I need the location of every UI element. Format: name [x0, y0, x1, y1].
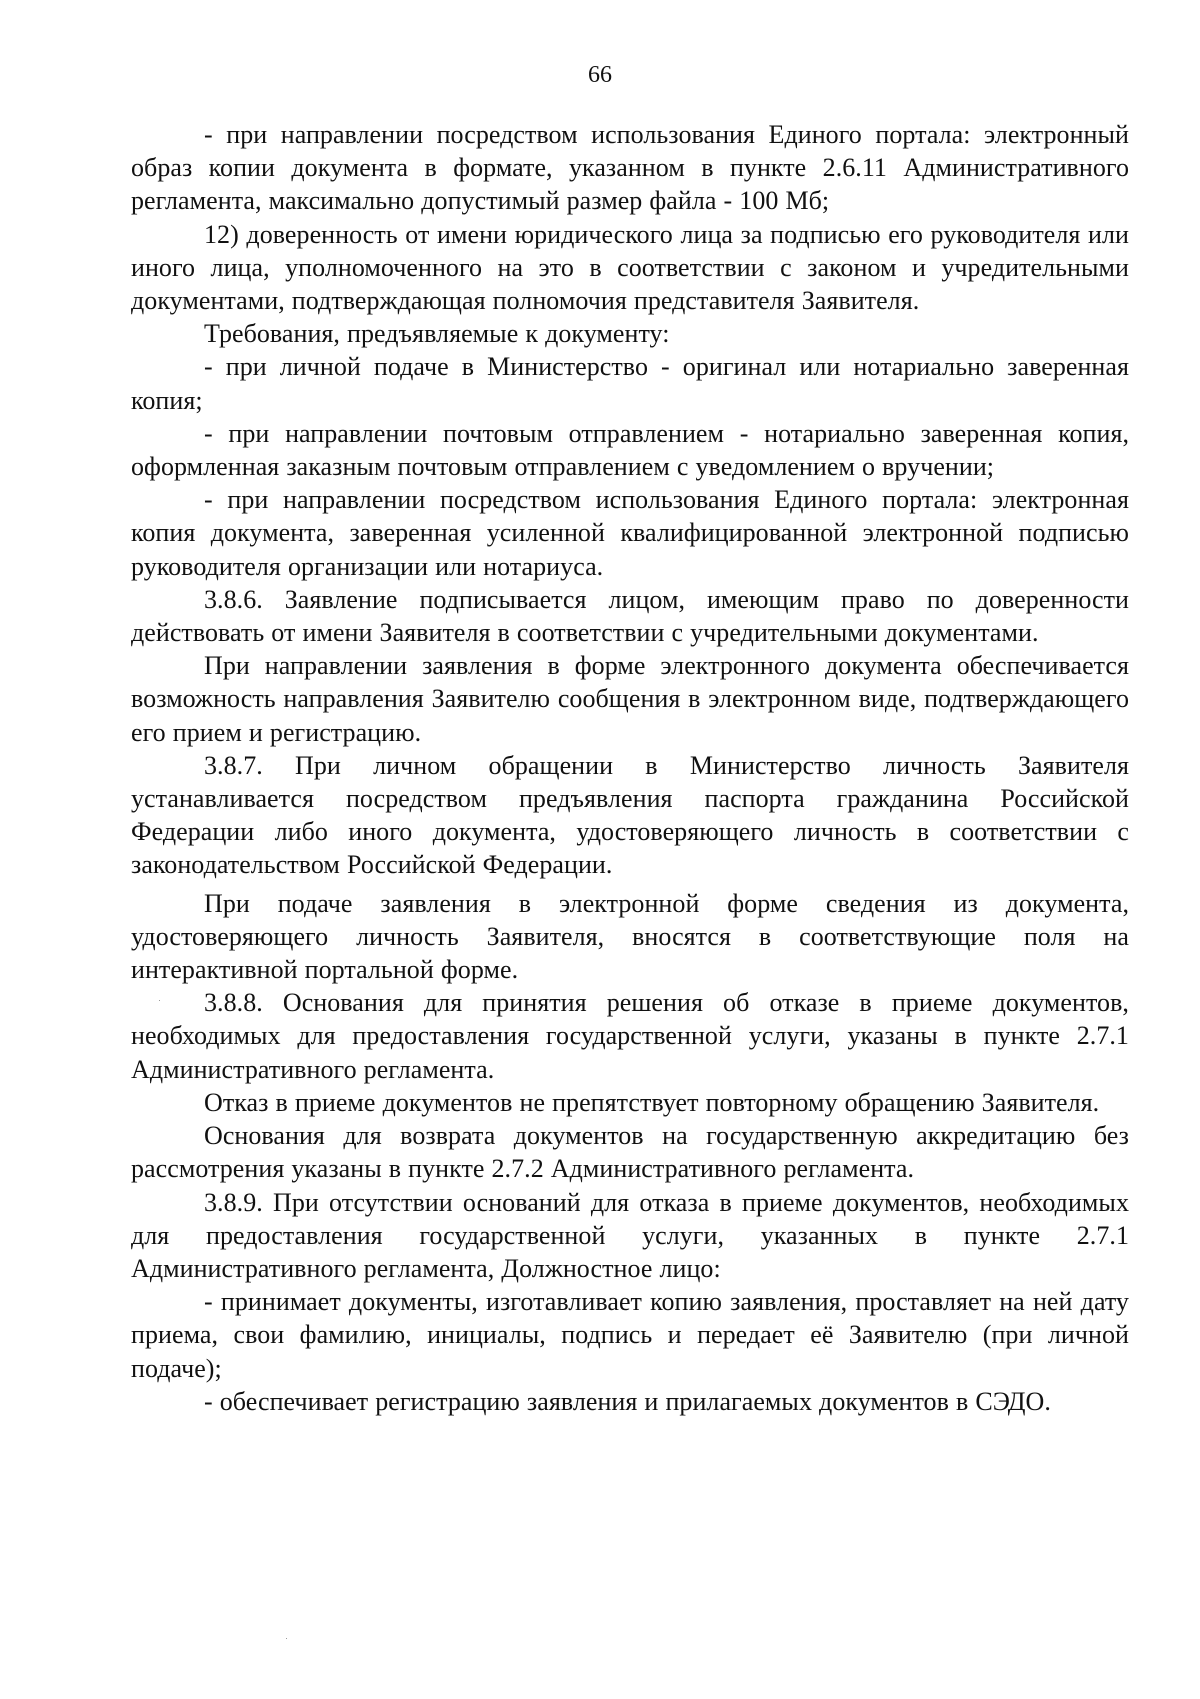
document-body [131, 118, 1129, 1418]
paragraph-accepts-documents: - принимает документы, изготавливает копию заявления, проставляет на ней дату приема, свои фамилию, инициалы, подпись и передает её Заявителю (при личной подаче); [131, 1287, 1129, 1383]
paragraph-3-8-7: 3.8.7. При личном обращении в Министерство личность Заявителя устанавливается посредством предъявления паспорта гражданина Российской Федерации либо иного документа, удостоверяющего личность в соответствии с законодательством Российской Федерации. [131, 750, 1129, 880]
paragraph-return-grounds: Основания для возврата документов на государственную аккредитацию без рассмотрения указаны в пункте 2.7.2 Административного регламента. [131, 1121, 1129, 1184]
paragraph-portal-electronic-copy: - при направлении посредством использования Единого портала: электронная копия документа, заверенная усиленной квалифицированной электронной подписью руководителя организации или нотариуса. [131, 485, 1129, 581]
paragraph-document-requirements: Требования, предъявляемые к документу: [204, 319, 670, 349]
paragraph-electronic-form-identity: При подаче заявления в электронной форме сведения из документа, удостоверяющего личность Заявителя, вносятся в соответствующие поля на интерактивной портальной форме. [131, 888, 1129, 985]
scan-speck [159, 1000, 160, 1001]
paragraph-3-8-9: 3.8.9. При отсутствии оснований для отказа в приеме документов, необходимых для предоставления государственной услуги, указанных в пункте 2.7.1 Административного регламента, Должностное лицо: [131, 1187, 1129, 1283]
paragraph-3-8-8: 3.8.8. Основания для принятия решения об отказе в приеме документов, необходимых для предоставления государственной услуги, указаны в пункте 2.7.1 Административного регламента. [131, 988, 1129, 1084]
paragraph-portal-submission-copy: - при направлении посредством использования Единого портала: электронный образ копии документа в формате, указанном в пункте 2.6.11 Административного регламента, максимально допустимый размер файла - 100 Мб; [131, 120, 1129, 216]
paragraph-electronic-application: При направлении заявления в форме электронного документа обеспечивается возможность направления Заявителю сообщения в электронном виде, подтверждающего его прием и регистрацию. [131, 651, 1129, 747]
scan-speck [286, 1638, 287, 1639]
paragraph-3-8-6: 3.8.6. Заявление подписывается лицом, имеющим право по доверенности действовать от имени Заявителя в соответствии с учредительными документами. [131, 584, 1129, 648]
paragraph-refusal-no-obstacle: Отказ в приеме документов не препятствует повторному обращению Заявителя. [204, 1087, 1100, 1117]
paragraph-personal-submission: - при личной подаче в Министерство - оригинал или нотариально заверенная копия; [131, 352, 1129, 415]
paragraph-postal-submission: - при направлении почтовым отправлением - нотариально заверенная копия, оформленная заказным почтовым отправлением с уведомлением о вручении; [131, 418, 1129, 482]
paragraph-item-12-power-of-attorney: 12) доверенность от имени юридического лица за подписью его руководителя или иного лица, уполномоченного на это в соответствии с законом и учредительными документами, подтверждающая полномочия представителя Заявителя. [131, 219, 1129, 316]
paragraph-registration-sedo: - обеспечивает регистрацию заявления и прилагаемых документов в СЭДО. [204, 1386, 1051, 1416]
page-number: 66 [588, 62, 612, 88]
